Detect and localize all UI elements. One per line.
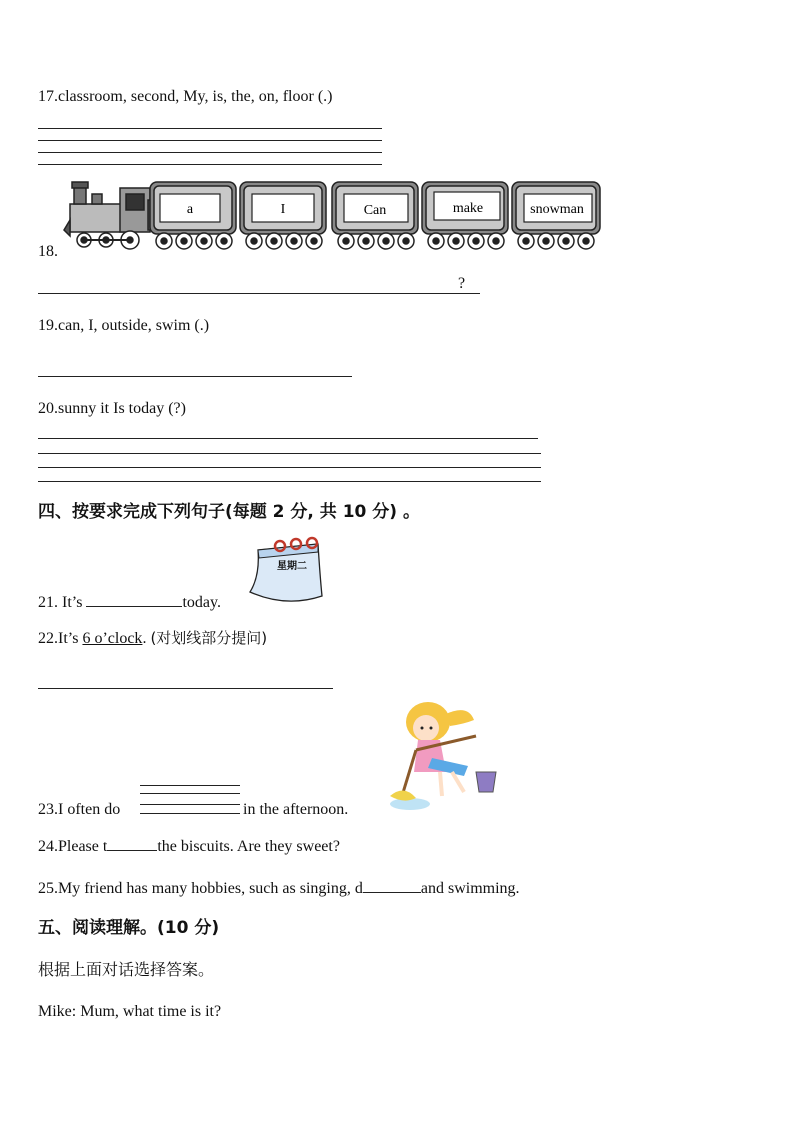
q25-after: and swimming.	[420, 880, 520, 897]
q23-before: 23.I often do	[38, 801, 121, 818]
q20-answer-line[interactable]	[38, 481, 541, 482]
q17-answer-line[interactable]	[38, 164, 382, 165]
q23-blank-line[interactable]	[140, 785, 240, 786]
train-word: snowman	[530, 202, 584, 217]
q23-blank-line[interactable]	[140, 813, 240, 814]
instruction-text: 根据上面对话选择答案。	[38, 960, 215, 979]
train-word: I	[280, 202, 286, 217]
section-4-title: 四、按要求完成下列句子(每题 2 分, 共 10 分) 。	[38, 502, 420, 522]
q24-after: the biscuits. Are they sweet?	[157, 838, 340, 855]
q17-answer-line[interactable]	[38, 128, 382, 129]
q23-blank-line[interactable]	[140, 793, 240, 794]
q22-underlined: 6 o’clock	[82, 630, 143, 647]
q21-prompt	[38, 592, 221, 613]
q23-after: in the afternoon.	[243, 801, 349, 818]
section-5-title: 五、阅读理解。(10 分)	[38, 918, 220, 938]
calendar-label: 星期二	[277, 561, 307, 572]
train-word: Can	[363, 203, 387, 218]
train-word: make	[452, 201, 484, 216]
q19-answer-line[interactable]	[38, 376, 352, 377]
q17-answer-line[interactable]	[38, 140, 382, 141]
q19-prompt: 19.can, I, outside, swim (.)	[38, 317, 210, 334]
q22-after: .	[142, 630, 151, 647]
q22-answer-line[interactable]	[38, 688, 333, 689]
q21-before: 21. It’s	[38, 594, 87, 611]
q21-after: today.	[182, 594, 221, 611]
calendar-icon	[246, 536, 328, 608]
q25-prompt	[38, 878, 520, 899]
q22-note: (对划线部分提问)	[150, 629, 268, 647]
q24-prompt	[38, 836, 340, 857]
dialogue-line: Mike: Mum, what time is it?	[38, 1003, 222, 1020]
q22-prompt	[38, 628, 267, 649]
q20-answer-line[interactable]	[38, 438, 538, 439]
train-word: a	[186, 202, 194, 217]
q20-answer-line[interactable]	[38, 467, 541, 468]
girl-mopping-illustration	[380, 700, 505, 815]
q24-before: 24.Please t	[38, 838, 108, 855]
q22-before: 22.It’s	[38, 630, 83, 647]
q18-number: 18.	[38, 243, 58, 260]
q21-blank[interactable]	[86, 592, 182, 607]
q25-before: 25.My friend has many hobbies, such as singing, d	[38, 880, 363, 897]
q23-blank-line[interactable]	[140, 804, 240, 805]
q20-prompt: 20.sunny it Is today (?)	[38, 400, 186, 417]
q25-blank[interactable]	[363, 878, 421, 893]
q24-blank[interactable]	[107, 836, 157, 851]
q17-answer-line[interactable]	[38, 152, 382, 153]
q20-answer-line[interactable]	[38, 453, 541, 454]
q18-end-mark: ?	[458, 275, 466, 292]
q17-prompt: 17.classroom, second, My, is, the, on, floor (.)	[38, 88, 333, 105]
train-illustration	[60, 180, 605, 255]
q18-answer-line[interactable]	[38, 293, 480, 294]
locomotive-icon	[64, 182, 152, 249]
